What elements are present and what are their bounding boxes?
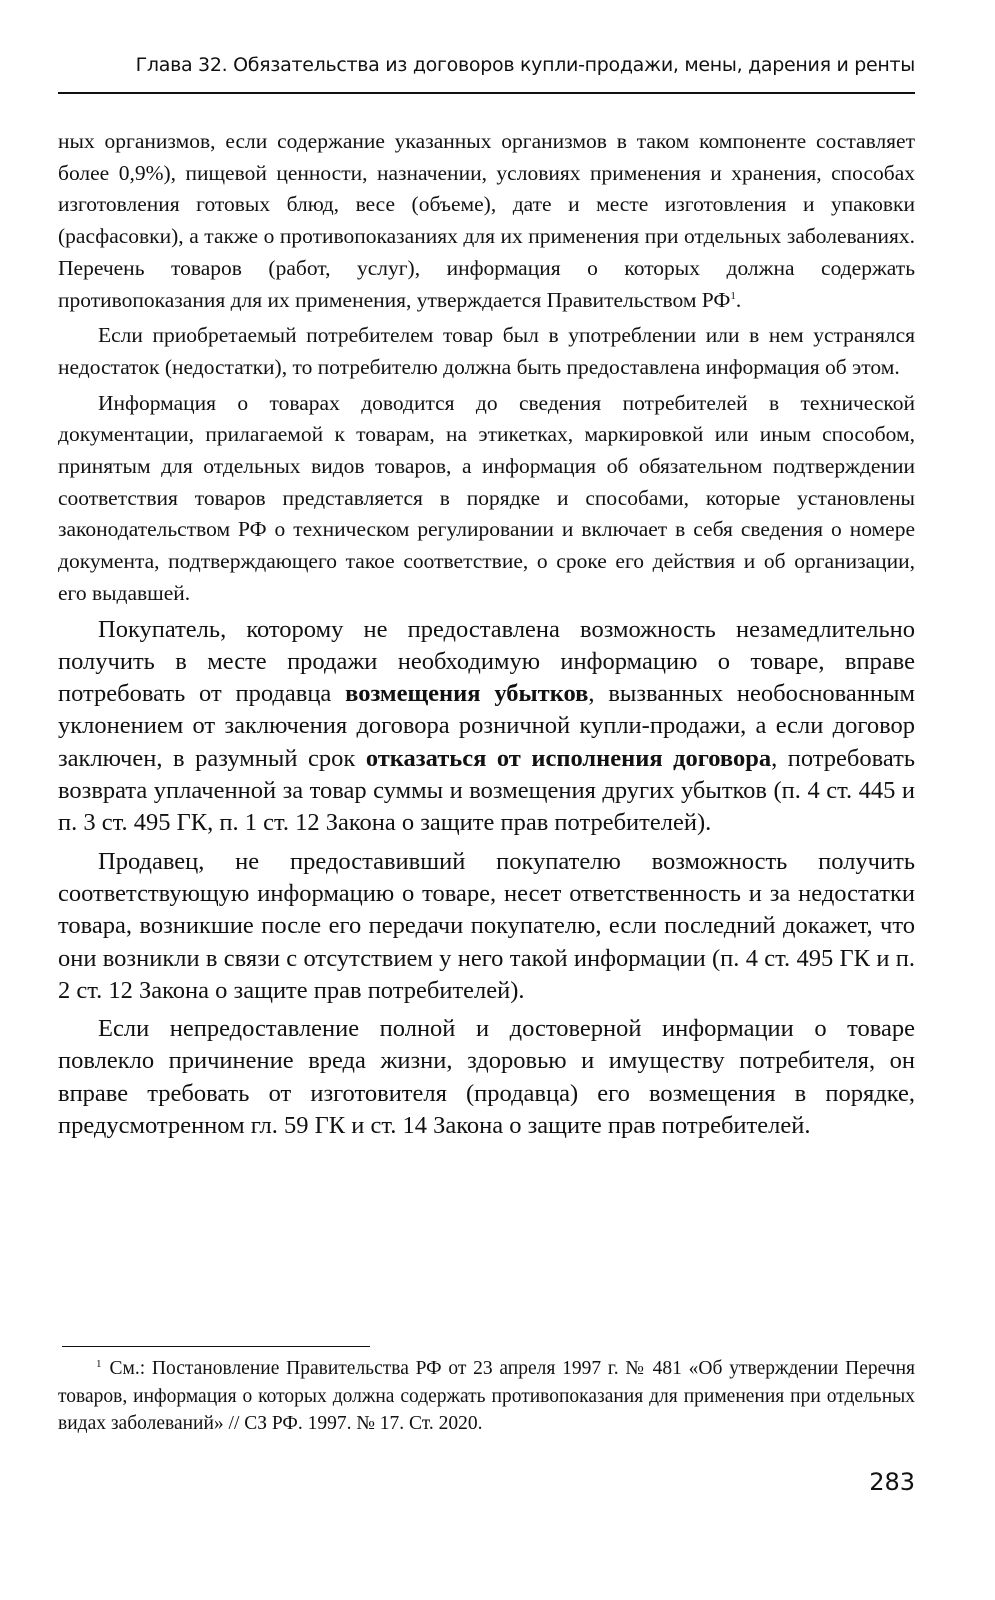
paragraph-2: Если приобретаемый потребителем товар был в употреблении или в нем устранялся недостаток (недостатки), то потребителю должна быть предоставлена информация об этом. [58, 323, 915, 379]
paragraph-4 [58, 614, 915, 840]
paragraph-1-end: . [735, 287, 742, 312]
footnote-rule [62, 1346, 370, 1347]
footnote-marker: 1 [96, 1357, 102, 1370]
paragraph-4-text-c: , потребовать возврата уплаченной за товар суммы и возмещения других убытков (п. 4 ст. 445 и п. 3 ст. 495 ГК, п. 1 ст. 12 Закона о защите прав потребителей). [58, 744, 916, 837]
paragraph-1 [58, 126, 915, 316]
running-head: Глава 32. Обязательства из договоров купли-продажи, мены, дарения и ренты [135, 54, 915, 76]
footnote-reference[interactable]: 1 [730, 289, 736, 302]
footnote-text: См.: Постановление Правительства РФ от 23 апреля 1997 г. № 481 «Об утверждении Перечня товаров, информация о которых должна содержать противопоказания для применения при отдельных видах заболеваний» // СЗ РФ. 1997. № 17. Ст. 2020. [58, 1358, 915, 1434]
paragraph-4-text-b: , вызванных необоснованным уклонением от заключения договора розничной купли-продажи, а если договор заключен, в разумный срок [58, 680, 915, 772]
header-rule [58, 92, 915, 94]
paragraph-3: Информация о товарах доводится до сведения потребителей в технической документации, прилагаемой к товарам, на этикетках, маркировкой или иным способом, принятым для отдельных видов товаров, а информация об обязательном подтверждении соответствия товаров представляется в порядке и способами, которые установлены законодательством РФ о техническом регулировании и включает в себя сведения о номере документа, подтверждающего такое соответствие, о сроке его действия и об организации, его выдавшей. [58, 390, 915, 605]
paragraph-6: Если непредоставление полной и достоверной информации о товаре повлекло причинение вреда жизни, здоровью и имуществу потребителя, он вправе требовать от изготовителя (продавца) его возмещения в порядке, предусмотренном гл. 59 ГК и ст. 14 Закона о защите прав потребителей. [58, 1015, 915, 1139]
emphasis-damages: возмещения убытков [345, 680, 589, 708]
paragraph-1-text: ных организмов, если содержание указанных организмов в таком компоненте составляет более 0,9%), пищевой ценности, назначении, условиях применения и хранения, способах изготовления готовых блюд, весе (объеме), дате и месте изготовления и упаковки (расфасовки), а также о противопоказаниях для их применения при отдельных заболеваниях. Перечень товаров (работ, услуг), информация о которых должна содержать противопоказания для их применения, утверждается Правительством РФ [58, 129, 915, 312]
footnote [58, 1355, 915, 1438]
page-number: 283 [869, 1468, 915, 1496]
page-body [58, 126, 915, 1142]
paragraph-4-text-a: Покупатель, которому не предоставлена возможность незамедлительно получить в месте продажи необходимую информацию о товаре, вправе потребовать от продавца [58, 615, 915, 708]
emphasis-refuse-contract: отказаться от исполнения договора [365, 744, 772, 772]
paragraph-5: Продавец, не предоставивший покупателю возможность получить соответствующую информацию о товаре, несет ответственность и за недостатки товара, возникшие после его передачи покупателю, если последний докажет, что они возникли в связи с отсутствием у него такой информации (п. 4 ст. 495 ГК и п. 2 ст. 12 Закона о защите прав потребителей). [58, 847, 915, 1004]
